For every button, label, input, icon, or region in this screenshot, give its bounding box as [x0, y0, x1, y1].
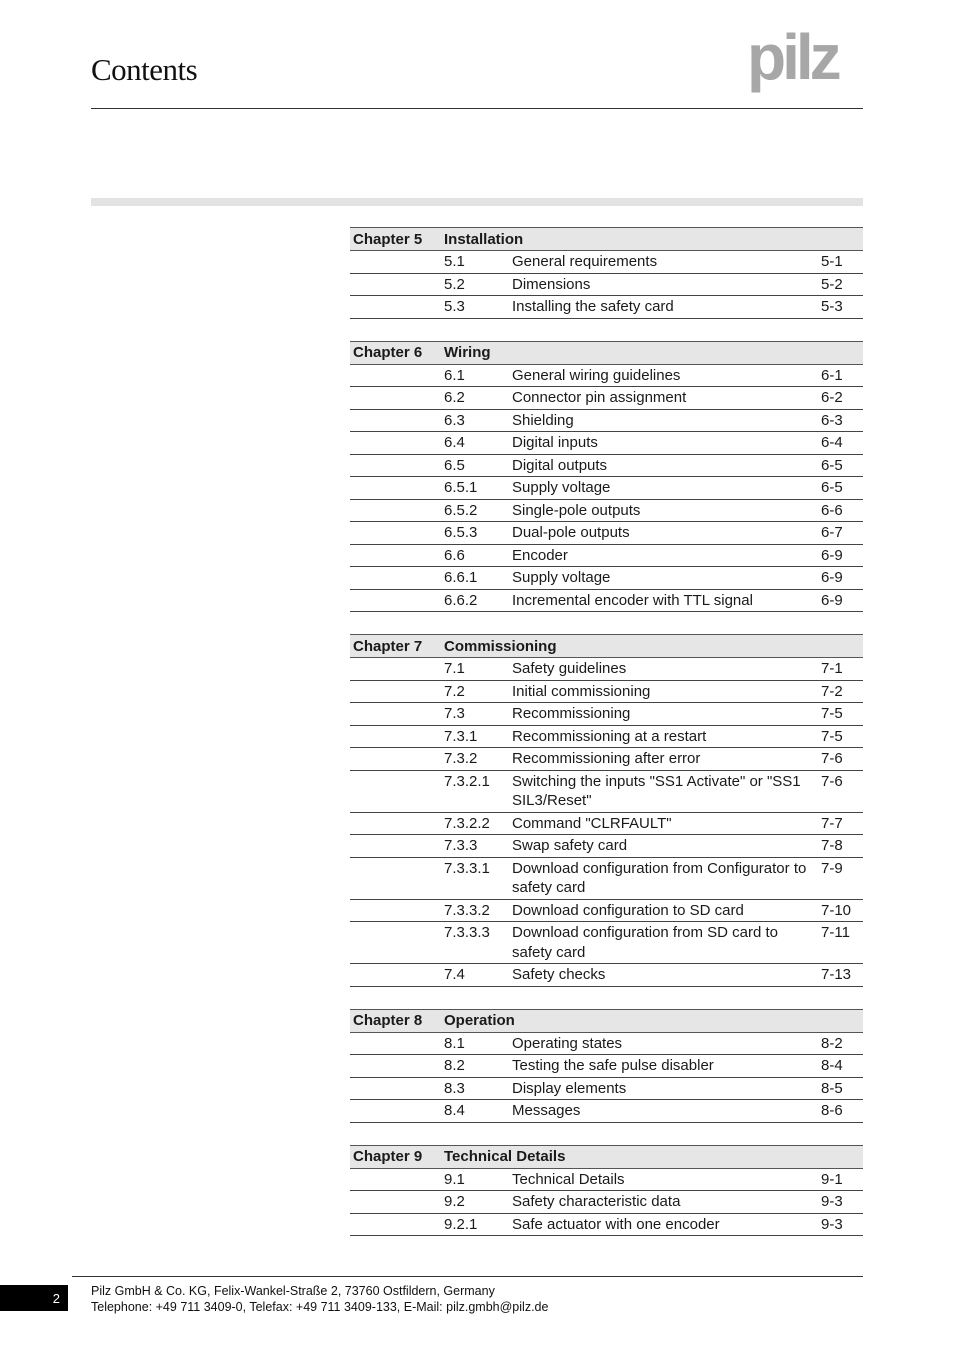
- toc-indent: [350, 836, 444, 856]
- toc-entry-title: Download configuration from SD card to safety card: [512, 924, 778, 961]
- toc-entry[interactable]: [350, 681, 863, 704]
- toc-entry-title: Safety characteristic data: [512, 1193, 681, 1210]
- toc-entry-page: 6-9: [821, 591, 843, 609]
- toc-entry-number: 6.5: [444, 456, 465, 474]
- toc-indent: [350, 1079, 444, 1099]
- toc-entry-title: Technical Details: [512, 1170, 625, 1188]
- toc-entry[interactable]: [350, 522, 863, 545]
- toc-entry-number: 5.2: [444, 275, 465, 293]
- toc-entry-title: Supply voltage: [512, 569, 611, 586]
- toc-entry-title: Digital outputs: [512, 456, 608, 474]
- toc-entry[interactable]: [350, 858, 863, 900]
- toc-entry-title: General requirements: [512, 253, 658, 270]
- toc-entry-page: 9-1: [821, 1170, 843, 1188]
- toc-entry[interactable]: [350, 1169, 863, 1192]
- toc-entry-page: 6-9: [821, 569, 843, 586]
- toc-entry[interactable]: [350, 922, 863, 964]
- toc-entry-number: 8.3: [444, 1079, 465, 1097]
- toc-entry-number: 7.2: [444, 682, 465, 700]
- toc-entry-number: 5.1: [444, 253, 465, 270]
- toc-entry-number: 6.5.1: [444, 479, 478, 496]
- toc-indent: [350, 411, 444, 431]
- toc-entry-title: Switching the inputs "SS1 Activate" or "SS1 SIL3/Reset": [512, 772, 801, 809]
- chapter-heading[interactable]: [350, 1145, 863, 1169]
- toc-indent: [350, 388, 444, 408]
- chapter-label: Chapter 7: [353, 637, 423, 655]
- chapter-heading[interactable]: [350, 1009, 863, 1033]
- toc-entry-number: 8.1: [444, 1034, 465, 1052]
- toc-entry[interactable]: [350, 703, 863, 726]
- toc-entry-number: 6.4: [444, 434, 465, 451]
- toc-entry[interactable]: [350, 1078, 863, 1101]
- toc-entry-page: 6-2: [821, 389, 843, 406]
- chapter-block: [350, 341, 863, 613]
- toc-entry-number: 7.3.3.1: [444, 859, 490, 877]
- toc-entry-number: 6.6: [444, 546, 465, 564]
- toc-indent: [350, 252, 444, 272]
- toc-entry-page: 7-9: [821, 859, 843, 877]
- toc-entry-title: Messages: [512, 1102, 581, 1119]
- toc-entry-number: 7.1: [444, 660, 465, 677]
- toc-entry-page: 7-7: [821, 814, 843, 832]
- chapter-title: Operation: [444, 1012, 515, 1029]
- toc-entry-number: 7.3.3.3: [444, 924, 490, 941]
- toc-entry-page: 7-11: [821, 924, 850, 941]
- toc-indent: [350, 859, 444, 898]
- toc-entry[interactable]: [350, 1214, 863, 1237]
- toc-entry-title: Download configuration from Configurator to safety card: [512, 859, 807, 896]
- toc-entry-number: 8.4: [444, 1102, 465, 1119]
- section-band: [91, 198, 863, 206]
- toc-indent: [350, 901, 444, 921]
- toc-entry-page: 8-2: [821, 1034, 843, 1052]
- page-number-badge: [0, 1285, 68, 1311]
- chapter-block: [350, 1145, 863, 1237]
- toc-entry-title: Dual-pole outputs: [512, 524, 630, 541]
- chapter-heading[interactable]: [350, 634, 863, 658]
- toc-entry[interactable]: [350, 410, 863, 433]
- chapter-block: [350, 634, 863, 987]
- toc-entry[interactable]: [350, 771, 863, 813]
- toc-entry[interactable]: [350, 1055, 863, 1078]
- toc-indent: [350, 546, 444, 566]
- toc-entry-page: 7-13: [821, 966, 852, 983]
- toc-indent: [350, 1192, 444, 1212]
- toc-indent: [350, 814, 444, 834]
- toc-entry-title: General wiring guidelines: [512, 366, 681, 384]
- toc-indent: [350, 523, 444, 543]
- toc-indent: [350, 704, 444, 724]
- toc-entry[interactable]: [350, 964, 863, 987]
- toc-entry[interactable]: [350, 251, 863, 274]
- toc-entry-page: 7-6: [821, 750, 843, 767]
- toc-entry[interactable]: [350, 455, 863, 478]
- toc-entry-number: 7.3.3: [444, 837, 478, 854]
- page-number: 2: [52, 1290, 60, 1306]
- chapter-heading[interactable]: [350, 341, 863, 365]
- toc-entry[interactable]: [350, 567, 863, 590]
- toc-entry[interactable]: [350, 545, 863, 568]
- toc-indent: [350, 1170, 444, 1190]
- toc-entry-title: Safety checks: [512, 966, 606, 983]
- toc-entry-number: 6.5.2: [444, 501, 478, 519]
- header-divider: [91, 108, 863, 109]
- logo-text: pilz: [747, 27, 838, 93]
- toc-entry-title: Dimensions: [512, 275, 591, 293]
- toc-entry-page: 5-1: [821, 253, 843, 270]
- chapter-title: Wiring: [444, 344, 491, 361]
- toc-indent: [350, 1056, 444, 1076]
- toc-indent: [350, 591, 444, 611]
- toc-entry-page: 7-8: [821, 837, 843, 854]
- toc-entry-number: 7.4: [444, 966, 465, 983]
- toc-entry-page: 8-5: [821, 1079, 843, 1097]
- footer-address-block: [91, 1283, 548, 1315]
- toc-entry-number: 6.3: [444, 411, 465, 429]
- toc-entry-page: 7-5: [821, 705, 843, 722]
- toc-indent: [350, 366, 444, 386]
- toc-indent: [350, 727, 444, 747]
- toc-entry-number: 8.2: [444, 1057, 465, 1074]
- toc-indent: [350, 923, 444, 962]
- toc-indent: [350, 275, 444, 295]
- toc-entry-number: 6.2: [444, 389, 465, 406]
- chapter-title: Installation: [444, 230, 524, 248]
- toc-entry-page: 8-6: [821, 1102, 843, 1119]
- toc-entry-number: 6.6.2: [444, 591, 478, 609]
- toc-entry-page: 6-5: [821, 479, 843, 496]
- toc-entry-number: 7.3.2.1: [444, 772, 490, 790]
- footer-address: Pilz GmbH & Co. KG, Felix-Wankel-Straße 2, 73760 Ostfildern, Germany: [91, 1284, 495, 1298]
- chapter-title: Commissioning: [444, 637, 557, 655]
- toc-indent: [350, 456, 444, 476]
- toc-indent: [350, 568, 444, 588]
- toc-entry-page: 6-7: [821, 524, 843, 541]
- toc-entry-page: 7-1: [821, 660, 843, 677]
- toc-entry-title: Recommissioning: [512, 705, 631, 722]
- toc-entry[interactable]: [350, 900, 863, 923]
- toc-entry-page: 5-2: [821, 275, 843, 293]
- toc-entry[interactable]: [350, 432, 863, 455]
- toc-indent: [350, 772, 444, 811]
- toc-indent: [350, 659, 444, 679]
- toc-entry[interactable]: [350, 500, 863, 523]
- toc-entry-page: 7-2: [821, 682, 843, 700]
- toc-entry-page: 6-5: [821, 456, 843, 474]
- toc-entry[interactable]: [350, 813, 863, 836]
- toc-entry-title: Swap safety card: [512, 837, 628, 854]
- toc-entry[interactable]: [350, 1033, 863, 1056]
- toc-indent: [350, 1215, 444, 1235]
- toc-entry[interactable]: [350, 1100, 863, 1123]
- table-of-contents: [350, 227, 863, 1258]
- toc-entry-title: Recommissioning at a restart: [512, 727, 707, 745]
- toc-entry-page: 7-5: [821, 727, 843, 745]
- toc-indent: [350, 965, 444, 985]
- toc-indent: [350, 478, 444, 498]
- toc-entry-number: 5.3: [444, 298, 465, 315]
- toc-entry[interactable]: [350, 835, 863, 858]
- toc-entry-number: 6.5.3: [444, 524, 478, 541]
- toc-entry-title: Installing the safety card: [512, 298, 674, 315]
- toc-entry-page: 7-6: [821, 772, 843, 790]
- toc-entry-title: Recommissioning after error: [512, 750, 701, 767]
- chapter-label: Chapter 6: [353, 344, 423, 361]
- page-title: Contents: [91, 52, 198, 87]
- toc-entry[interactable]: [350, 387, 863, 410]
- toc-entry-title: Command "CLRFAULT": [512, 814, 672, 832]
- toc-entry-title: Initial commissioning: [512, 682, 651, 700]
- toc-entry-title: Connector pin assignment: [512, 389, 687, 406]
- toc-indent: [350, 682, 444, 702]
- toc-entry-title: Incremental encoder with TTL signal: [512, 591, 753, 609]
- toc-entry-number: 7.3.1: [444, 727, 478, 745]
- toc-entry-title: Operating states: [512, 1034, 623, 1052]
- toc-entry-title: Supply voltage: [512, 479, 611, 496]
- toc-indent: [350, 501, 444, 521]
- chapter-label: Chapter 8: [353, 1012, 423, 1029]
- toc-entry-title: Encoder: [512, 546, 568, 564]
- toc-entry-page: 6-1: [821, 366, 843, 384]
- toc-entry-title: Safety guidelines: [512, 660, 627, 677]
- toc-entry-title: Single-pole outputs: [512, 501, 641, 519]
- toc-entry[interactable]: [350, 748, 863, 771]
- footer-divider: [72, 1276, 863, 1277]
- toc-entry-page: 6-6: [821, 501, 843, 519]
- chapter-label: Chapter 9: [353, 1148, 423, 1165]
- toc-entry[interactable]: [350, 296, 863, 319]
- toc-indent: [350, 433, 444, 453]
- toc-entry[interactable]: [350, 274, 863, 297]
- toc-entry[interactable]: [350, 365, 863, 388]
- toc-entry[interactable]: [350, 477, 863, 500]
- toc-indent: [350, 1101, 444, 1121]
- toc-entry-title: Testing the safe pulse disabler: [512, 1057, 714, 1074]
- toc-indent: [350, 297, 444, 317]
- toc-entry-title: Download configuration to SD card: [512, 901, 744, 919]
- toc-indent: [350, 749, 444, 769]
- toc-entry-number: 7.3.2: [444, 750, 478, 767]
- toc-entry-page: 7-10: [821, 901, 852, 919]
- toc-entry[interactable]: [350, 658, 863, 681]
- chapter-block: [350, 227, 863, 319]
- toc-entry-page: 9-3: [821, 1215, 843, 1233]
- chapter-title: Technical Details: [444, 1148, 566, 1165]
- pilz-logo: [747, 27, 865, 95]
- toc-entry-page: 8-4: [821, 1057, 843, 1074]
- toc-entry-number: 6.1: [444, 366, 465, 384]
- toc-entry-number: 9.2.1: [444, 1215, 478, 1233]
- toc-entry-title: Safe actuator with one encoder: [512, 1215, 720, 1233]
- footer-contact: Telephone: +49 711 3409-0, Telefax: +49 711 3409-133, E-Mail: pilz.gmbh@pilz.de: [91, 1300, 549, 1314]
- toc-entry-number: 9.1: [444, 1170, 465, 1188]
- toc-entry-page: 6-9: [821, 546, 843, 564]
- toc-entry-number: 7.3.2.2: [444, 814, 490, 832]
- chapter-heading[interactable]: [350, 227, 863, 251]
- toc-entry-number: 9.2: [444, 1193, 465, 1210]
- toc-entry-page: 6-4: [821, 434, 843, 451]
- toc-entry-title: Shielding: [512, 411, 574, 429]
- toc-entry-number: 7.3: [444, 705, 465, 722]
- toc-entry-page: 5-3: [821, 298, 843, 315]
- toc-entry-number: 6.6.1: [444, 569, 478, 586]
- toc-entry-number: 7.3.3.2: [444, 901, 490, 919]
- toc-entry-title: Display elements: [512, 1079, 627, 1097]
- chapter-label: Chapter 5: [353, 230, 423, 248]
- toc-indent: [350, 1034, 444, 1054]
- toc-entry-page: 6-3: [821, 411, 843, 429]
- toc-entry[interactable]: [350, 1191, 863, 1214]
- toc-entry-title: Digital inputs: [512, 434, 598, 451]
- toc-entry[interactable]: [350, 726, 863, 749]
- chapter-block: [350, 1009, 863, 1123]
- toc-entry-page: 9-3: [821, 1193, 843, 1210]
- toc-entry[interactable]: [350, 590, 863, 613]
